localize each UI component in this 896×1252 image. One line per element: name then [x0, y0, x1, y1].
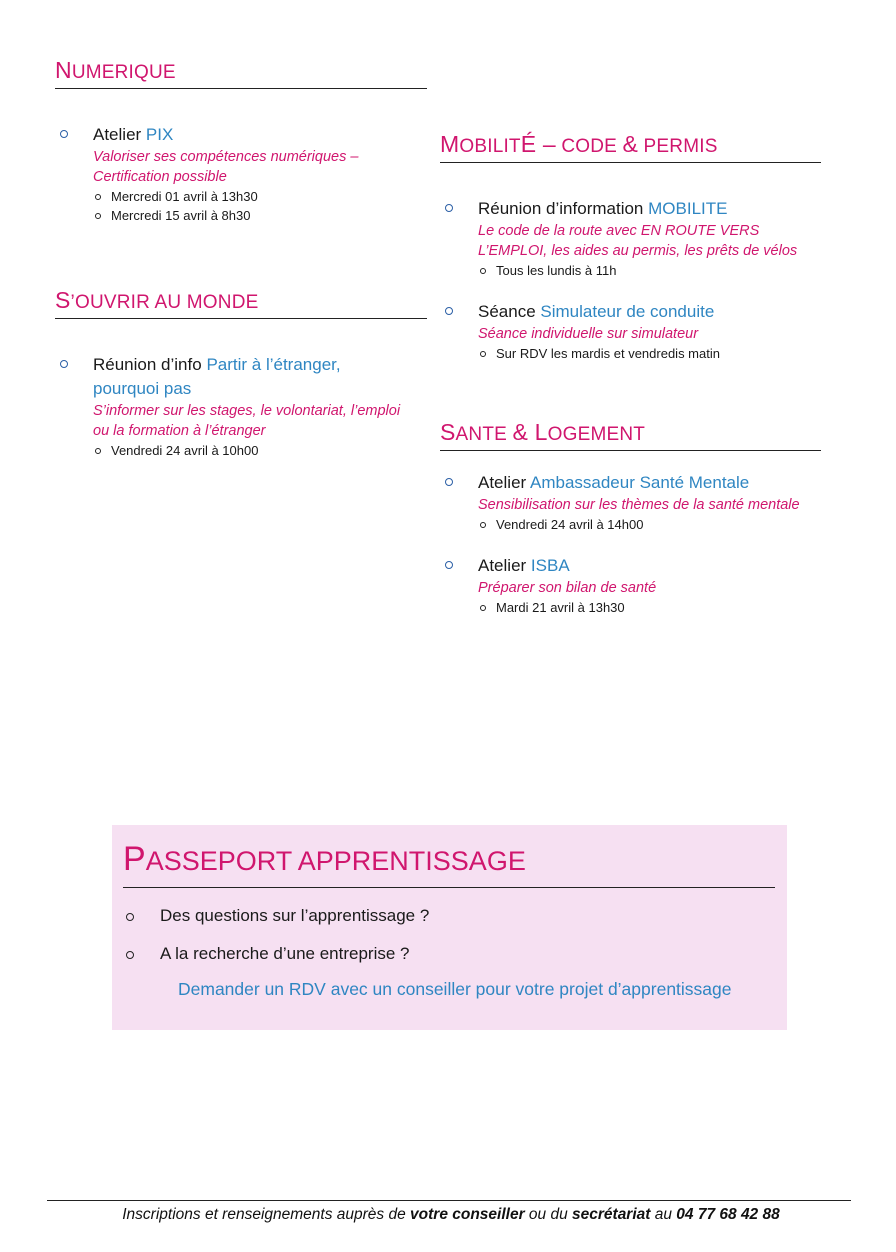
item-highlight: PIX [145, 125, 174, 144]
date-item: Sur RDV les mardis et vendredis matin [478, 344, 821, 363]
footer-contact: Inscriptions et renseignements auprès de votre conseiller ou du secrétariat au 04 77 68 42 88 [122, 1206, 780, 1223]
item-description: Sensibilisation sur les thèmes de la santé mentale [478, 497, 800, 513]
phone-number: 04 77 68 42 88 [676, 1206, 780, 1223]
list-item: Réunion d’information MOBILITE Le code de la route avec EN ROUTE VERS L’EMPLOI, les aides au permis, les prêts de vélos Tous les lundis à 11h [440, 197, 821, 280]
section-mobilite [440, 132, 821, 363]
section-numerique [55, 58, 427, 225]
list-item: Atelier PIX Valoriser ses compétences numériques – Certification possible Mercredi 01 avril à 13h30 Mercredi 15 avril à 8h30 [55, 123, 427, 225]
date-item: Mercredi 01 avril à 13h30 [93, 187, 427, 206]
date-item: Mercredi 15 avril à 8h30 [93, 206, 427, 225]
bullet-icon [445, 204, 453, 212]
date-list [93, 441, 427, 460]
item-description: Valoriser ses compétences numériques – Certification possible [93, 149, 359, 185]
passeport-question: A la recherche d’une entreprise ? [160, 943, 410, 965]
bullet-icon [126, 913, 134, 921]
item-description: Séance individuelle sur simulateur [478, 326, 699, 342]
item-description: S’informer sur les stages, le volontariat, l’emploi ou la formation à l’étranger [93, 403, 401, 439]
date-list [478, 261, 821, 280]
section-souvrir [55, 288, 427, 460]
passeport-panel [112, 825, 787, 1030]
date-list [93, 187, 427, 225]
bullet-icon [445, 561, 453, 569]
bullet-icon [445, 307, 453, 315]
section-title-numerique: NUMERIQUE [55, 58, 427, 89]
date-list [478, 598, 821, 617]
passeport-title: PASSEPORT APPRENTISSAGE [123, 839, 775, 888]
item-description: Le code de la route avec EN ROUTE VERS L’EMPLOI, les aides au permis, les prêts de vélos [478, 223, 798, 259]
date-list [478, 515, 821, 534]
section-title-sante: SANTE & LOGEMENT [440, 420, 821, 451]
section-title-souvrir: S’OUVRIR AU MONDE [55, 288, 427, 319]
section-title-mobilite: MOBILITÉ – CODE & PERMIS [440, 132, 821, 163]
date-list [478, 344, 821, 363]
list-item: Séance Simulateur de conduite Séance individuelle sur simulateur Sur RDV les mardis et vendredis matin [440, 300, 821, 363]
bullet-icon [60, 360, 68, 368]
passeport-question: Des questions sur l’apprentissage ? [160, 905, 429, 927]
list-item: Réunion d’info Partir à l’étranger, pourquoi pas S’informer sur les stages, le volontariat, l’emploi ou la formation à l’étranger Vendredi 24 avril à 10h00 [55, 353, 427, 460]
footer-divider [47, 1200, 851, 1201]
date-item: Tous les lundis à 11h [478, 261, 821, 280]
item-description: Préparer son bilan de santé [478, 580, 657, 596]
list-item: Atelier ISBA Préparer son bilan de santé Mardi 21 avril à 13h30 [440, 554, 821, 617]
list-item: Atelier Ambassadeur Santé Mentale Sensibilisation sur les thèmes de la santé mentale Vendredi 24 avril à 14h00 [440, 471, 821, 534]
bullet-icon [445, 478, 453, 486]
rdv-link[interactable]: Demander un RDV avec un conseiller pour votre projet d’apprentissage [178, 979, 732, 999]
date-item: Mardi 21 avril à 13h30 [478, 598, 821, 617]
section-sante [440, 420, 821, 617]
bullet-icon [60, 130, 68, 138]
date-item: Vendredi 24 avril à 14h00 [478, 515, 821, 534]
bullet-icon [126, 951, 134, 959]
date-item: Vendredi 24 avril à 10h00 [93, 441, 427, 460]
